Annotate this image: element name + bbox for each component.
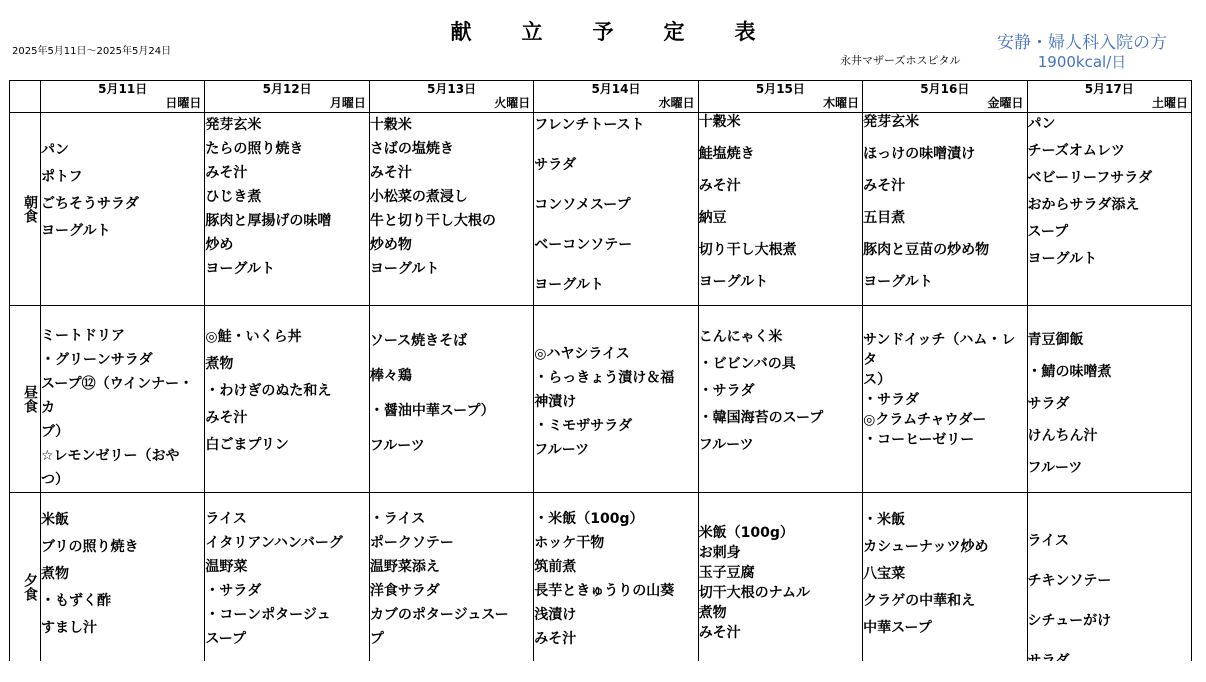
menu-item: サラダ [534, 157, 577, 173]
day-date: 5月11日 [98, 82, 148, 96]
menu-item: ◎クラムチャウダー [863, 412, 987, 428]
menu-item: ポークソテー [369, 535, 454, 551]
page-title: 献立予定表 [450, 20, 806, 44]
menu-item: 白ごまプリン [205, 437, 289, 453]
menu-item: プ [369, 631, 384, 647]
menu-item: ホッケ干物 [534, 535, 605, 551]
day-weekday: 火曜日 [494, 96, 531, 110]
diet-target-label: 安静・婦人科入院の方 [997, 33, 1167, 53]
menu-item: 玉子豆腐 [698, 565, 755, 581]
day-date: 5月13日 [427, 82, 477, 96]
menu-item: みそ汁 [534, 631, 577, 647]
menu-item: スープ [205, 631, 247, 647]
menu-item: ◎ハヤシライス [534, 346, 630, 362]
menu-item: みそ汁 [698, 178, 741, 194]
menu-item: みそ汁 [698, 625, 741, 641]
menu-item: ブリの照り焼き [41, 539, 139, 555]
menu-item: クラゲの中華和え [863, 593, 976, 609]
menu-item: けんちん汁 [1027, 428, 1098, 444]
day-header-tue [369, 81, 533, 113]
menu-item: ・グリーンサラダ [41, 352, 153, 368]
menu-item: カブのポタージュスー [369, 607, 509, 623]
menu-item: 切り干し大根煮 [698, 242, 797, 258]
day-date: 5月14日 [591, 82, 641, 96]
menu-item: シチューがけ [1027, 613, 1112, 629]
menu-item: ・ライス [369, 511, 426, 527]
menu-cell [863, 113, 1027, 306]
menu-item: ・ビビンバの具 [698, 356, 796, 372]
menu-item: 煮物 [205, 356, 234, 372]
menu-item: コンソメスープ [534, 197, 631, 213]
menu-cell [41, 113, 205, 306]
day-weekday: 水曜日 [658, 96, 695, 110]
menu-item: ・米飯 [863, 512, 906, 528]
menu-item: ・サラダ [863, 392, 919, 408]
menu-item: ☆レモンゼリー（おや [41, 448, 180, 464]
menu-item: 八宝菜 [863, 566, 906, 582]
menu-item: すまし汁 [41, 620, 97, 636]
menu-cell [1027, 306, 1191, 493]
hospital-name: 永井マザーズホスピタル [840, 54, 961, 67]
menu-item: 豚肉と厚揚げの味噌 [205, 213, 332, 229]
menu-cell [863, 493, 1027, 682]
menu-item: フルーツ [1027, 460, 1083, 476]
menu-item: ・米飯（100g） [534, 511, 644, 527]
day-weekday: 土曜日 [1151, 96, 1188, 110]
menu-item: ・醤油中華スープ） [369, 403, 495, 419]
menu-item: ライス [1027, 533, 1069, 549]
menu-item: チキンソテー [1027, 573, 1112, 589]
menu-cell [369, 113, 533, 306]
menu-item: 温野菜 [205, 559, 248, 575]
meal-label-breakfast: 朝食 [10, 113, 41, 306]
menu-item: みそ汁 [205, 410, 248, 426]
menu-item: 発芽玄米 [863, 114, 920, 130]
day-header-sun [41, 81, 205, 113]
menu-table [9, 80, 1192, 682]
menu-item: パン [1027, 116, 1056, 132]
menu-item: 切干大根のナムル [698, 585, 810, 601]
menu-cell [1027, 113, 1191, 306]
menu-item: 十穀米 [698, 114, 741, 130]
menu-item: こんにゃく米 [698, 329, 783, 345]
menu-item: フルーツ [534, 442, 590, 458]
meal-label-lunch: 昼食 [10, 306, 41, 493]
menu-item: ヨーグルト [698, 274, 769, 290]
day-weekday: 木曜日 [823, 96, 860, 110]
menu-item: 鮭塩焼き [698, 146, 755, 162]
menu-item: さばの塩焼き [369, 141, 454, 157]
day-date: 5月12日 [262, 82, 312, 96]
menu-item: ヨーグルト [1027, 251, 1098, 267]
menu-item: ・韓国海苔のスープ [698, 410, 824, 426]
menu-item: ・ミモザサラダ [534, 418, 633, 434]
menu-cell [205, 493, 369, 682]
day-date: 5月17日 [1084, 82, 1134, 96]
menu-item: イタリアンハンバーグ [205, 535, 343, 551]
menu-cell [534, 493, 698, 682]
menu-cell [205, 113, 369, 306]
menu-item: 炒め [205, 237, 234, 253]
menu-item: みそ汁 [205, 165, 248, 181]
menu-item: パン [41, 142, 69, 158]
menu-item: ・らっきょう漬け＆福 [534, 370, 675, 386]
menu-item: 青豆御飯 [1027, 332, 1084, 348]
menu-item: 筑前煮 [534, 559, 577, 575]
menu-cell [698, 493, 862, 682]
menu-item: ス） [863, 372, 892, 388]
menu-item: 棒々鶏 [369, 368, 412, 384]
menu-cell [369, 306, 533, 493]
menu-item: ・わけぎのぬた和え [205, 383, 332, 399]
menu-item: ・サラダ [698, 383, 755, 399]
menu-cell [698, 113, 862, 306]
menu-item: 炒め物 [369, 237, 412, 253]
menu-item: ベーコンソテー [534, 237, 633, 253]
menu-cell [534, 306, 698, 493]
diet-target-kcal: 1900kcal/日 [1037, 53, 1127, 71]
menu-item: ごちそうサラダ [41, 196, 139, 212]
dinner-row [10, 493, 1192, 682]
menu-item: ヨーグルト [863, 274, 933, 290]
menu-item: ヨーグルト [41, 223, 111, 239]
menu-cell [1027, 493, 1191, 682]
menu-item: 浅漬け [534, 607, 577, 623]
day-date: 5月15日 [755, 82, 805, 96]
day-header-mon [205, 81, 369, 113]
menu-item: 豚肉と豆苗の炒め物 [863, 242, 990, 258]
menu-item: ヨーグルト [205, 261, 276, 277]
menu-item: フルーツ [369, 438, 425, 454]
table-left-border [9, 80, 10, 661]
menu-item: ・もずく酢 [41, 593, 111, 609]
menu-item: みそ汁 [863, 178, 906, 194]
lunch-row [10, 306, 1192, 493]
menu-item: 発芽玄米 [205, 117, 262, 133]
menu-item: ひじき煮 [205, 189, 262, 205]
date-range: 2025年5月11日～2025年5月24日 [12, 46, 172, 57]
menu-item: ソース焼きそば [369, 333, 468, 349]
menu-item: 温野菜添え [369, 559, 440, 575]
day-weekday: 金曜日 [987, 96, 1024, 110]
menu-item: 牛と切り干し大根の [369, 213, 496, 229]
menu-item: ・サラダ [205, 583, 262, 599]
menu-item: 米飯（100g） [698, 525, 794, 541]
menu-item: 五目煮 [863, 210, 906, 226]
page-cutoff [0, 661, 1206, 682]
menu-item: ◎鮭・いくら丼 [205, 329, 302, 345]
menu-item: 煮物 [698, 605, 727, 621]
menu-item: 中華スープ [863, 620, 932, 636]
menu-item: 洋食サラダ [369, 583, 440, 599]
menu-item: 米飯 [41, 512, 69, 528]
menu-item: スープ [1027, 224, 1069, 240]
menu-item: ヨーグルト [369, 261, 440, 277]
diet-target [976, 33, 1188, 71]
menu-item: ヨーグルト [534, 277, 604, 293]
day-weekday: 日曜日 [165, 96, 202, 110]
menu-cell [698, 306, 862, 493]
menu-item: お刺身 [698, 545, 741, 561]
menu-item: カシューナッツ炒め [863, 539, 989, 555]
menu-item: ベビーリーフサラダ [1027, 170, 1153, 186]
menu-item: ・鯖の味噌煮 [1027, 364, 1112, 380]
menu-cell [41, 493, 205, 682]
menu-item: 長芋ときゅうりの山葵 [534, 583, 675, 599]
menu-item: つ） [41, 472, 69, 488]
menu-item: ほっけの味噌漬け [863, 146, 976, 162]
menu-item: 神漬け [534, 394, 577, 410]
menu-item: ブ） [41, 424, 70, 440]
menu-item: 小松菜の煮浸し [369, 189, 468, 205]
day-date: 5月16日 [920, 82, 970, 96]
menu-cell [369, 493, 533, 682]
corner-cell [10, 81, 41, 113]
menu-cell [205, 306, 369, 493]
menu-item: サラダ [1027, 396, 1070, 412]
menu-item: ・コーヒーゼリー [863, 432, 975, 448]
day-header-sat [1027, 81, 1191, 113]
menu-item: たらの照り焼き [205, 141, 304, 157]
menu-item: ・コーンポタージュ [205, 607, 331, 623]
day-weekday: 月曜日 [329, 96, 366, 110]
menu-item: スープ⑫（ウインナー・カ [41, 376, 194, 416]
menu-item: 十穀米 [369, 117, 412, 133]
menu-item: サンドイッチ（ハム・レタ [863, 332, 1016, 368]
menu-item: フルーツ [698, 437, 754, 453]
menu-item: ライス [205, 511, 247, 527]
menu-item: フレンチトースト [534, 117, 645, 133]
menu-item: ミートドリア [41, 328, 125, 344]
breakfast-row [10, 113, 1192, 306]
menu-cell [534, 113, 698, 306]
menu-item: みそ汁 [369, 165, 412, 181]
menu-item: 納豆 [698, 210, 727, 226]
meal-label-dinner: 夕食 [10, 493, 41, 682]
menu-item: おからサラダ添え [1027, 197, 1140, 213]
menu-item: チーズオムレツ [1027, 143, 1125, 159]
menu-item: 煮物 [41, 566, 69, 582]
menu-item: ポトフ [41, 169, 83, 185]
menu-cell [863, 306, 1027, 493]
menu-cell [41, 306, 205, 493]
